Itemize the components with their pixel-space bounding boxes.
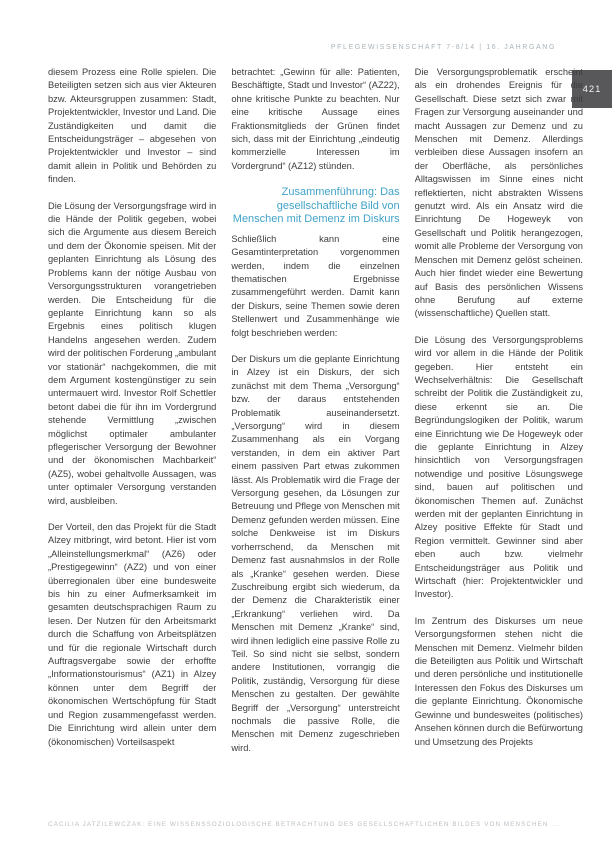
- paragraph: Die Lösung des Versorgungsproblems wird vor allem in die Hände der Politik gegeben. Hier entsteht ein Wechselverhältnis: Die Gesellschaft schreibt der Politik die Zuständigkeit zu, diese erkennt sie an. Die Begründungslogiken der Politik, warum eine Einrichtung wie De Hogeweyk oder die geplante Einrichtung in Alzey hinsichtlich von Versorgungsfragen notwendige und positive Lösungswege sind, bauen auf politischen und ökonomischen Themen auf. Zunächst werden mit der geplanten Einrichtung in Alzey positive Effekte für Stadt und Region vermittelt. Gewinner sind aber eben auch bzw. vielmehr Entscheidungsträger aus Politik und Wirtschaft (hier: Projektentwickler und Investor).: [414, 334, 583, 600]
- page-number: 421: [582, 83, 602, 95]
- paragraph: Im Zentrum des Diskurses um neue Versorgungsformen stehen nicht die Menschen mit Demenz. Vielmehr bilden die Beteiligten aus Politik und Wirtschaft und deren persönliche und institutionelle Interessen den Fokus des Diskurses um die geplante Einrichtung. Ökonomische Gewinne und bundesweites (politisches) Ansehen können durch die Befürwortung und Umsetzung des Projekts: [414, 615, 583, 747]
- paragraph: Die Versorgungsproblematik erscheint als ein drohendes Ereignis für die Gesellschaft. Diese setzt sich zwar mit Fragen zur Versorgung auseinander und macht Aussagen zur Demenz und zu Menschen mit Demenz. Allerdings verbleiben diese Aussagen insofern an der Oberfläche, als persönliches Alltagswissen im Sinne eines nicht reflektierten, nicht abstrakten Wissens genutzt wird. Als ein Ansatz wird die Einrichtung De Hogeweyk von Gesellschaft und Politik herangezogen, womit alle Probleme der Versorgung von Menschen mit Demenz gelöst scheinen. Auch hier findet wieder eine Bewertung auf Basis des persönlichen Wissens ohne Berufung auf externe (wissenschaftliche) Quellen statt.: [414, 67, 583, 319]
- running-footer: CÄCILIA JATZILEWCZAK: EINE WISSENSSOZIOLOGISCHE BETRACHTUNG DES GESELLSCHAFTLICHEN BILDES VON MENSCHEN ...: [48, 821, 561, 828]
- paragraph: Die Lösung der Versorgungsfrage wird in die Hände der Politik gegeben, wobei sich die Argumente aus diesem Bereich und dem der Ökonomie speisen. Mit der geplanten Einrichtung als Lösung des Problems kann der nötige Ausbau von Versorgungsstrukturen vorangetrieben werden. Die Entscheidung für die geplante Einrichtung kann so als Ergebnis eines politisch klugen Handelns angesehen werden. Zudem wird der politischen Forderung „ambulant vor stationär“ nachgekommen, die mit dem Argument kostengünstiger zu sein untermauert wird. Investor Rolf Schettler betont dabei die für ihn im Vordergrund stehende Vermittlung „zwischen möglichst optimaler ambulanter pflegerischer Versorgung der Bewohner und der ökonomischen Machbarkeit“ (AZ5), wobei gehaltvolle Aussagen, was unter optimaler Versorgung verstanden wird, ausbleiben.: [48, 200, 217, 506]
- paragraph: Schließlich kann eine Gesamtinterpretation vorgenommen werden, indem die einzelnen thematischen Ergebnisse zusammengeführt werden. Damit kann der Diskurs, seine Themen sowie deren Stellenwert und Zusammenhänge wie folgt beschrieben werden:: [231, 233, 400, 338]
- column-1: [48, 66, 216, 822]
- column-2: [231, 66, 399, 822]
- paragraph: Der Diskurs um die geplante Einrichtung in Alzey ist ein Diskurs, der sich zunächst mit dem Thema „Versorgung“ bzw. der daraus entstehenden Problematik auseinandersetzt. „Versorgung“ wird in diesem Zusammenhang als ein Vorgang verstanden, in dem ein aktiver Part einem passiven Part etwas zukommen lässt. Als Problematik wird die Frage der Versorgung gesehen, da Lösungen zur Betreuung und Pflege von Menschen mit Demenz gefunden werden müssen. Eine solche Denkweise ist im Diskurs vorherrschend, da Menschen mit Demenz fast ausnahmslos in der Rolle als „Kranke“ gesehen werden. Diese Zuschreibung ergibt sich wiederum, da der Demenz die Charakteristik einer „Erkrankung“ verliehen wird. Da Menschen mit Demenz „Kranke“ sind, wird ihnen lediglich eine passive Rolle zu Teil. So sind nicht sie selbst, sondern andere Institutionen, vorrangig die Politik, zuständig, Versorgung für diese Menschen zu gestalten. Der gewählte Begriff der „Versorgung“ unterstreicht nochmals die passive Rolle, die Menschen mit Demenz zugeschrieben wird.: [231, 354, 400, 753]
- paragraph: betrachtet: „Gewinn für alle: Patienten, Beschäftigte, Stadt und Investor“ (AZ22), ohne kritische Punkte zu beachten. Nur eine kritische Aussage eines Fraktionsmitglieds der Grünen findet sich, dass mit der Einrichtung „eindeutig kommerzielle Interessen im Vordergrund“ (AZ12) stünden.: [231, 67, 400, 171]
- paragraph: diesem Prozess eine Rolle spielen. Die Beteiligten setzen sich aus vier Akteuren bzw. Akteursgruppen zusammen: Stadt, Projektentwickler, Investor und Land. Die Zuständigkeiten und damit die Entscheidungsträger – abgesehen von Projektentwickler und Investor – sind damit allein in Politik und Behörden zu finden.: [48, 67, 217, 185]
- column-3: [415, 66, 583, 822]
- paragraph: Der Vorteil, den das Projekt für die Stadt Alzey mitbringt, wird betont. Hier ist vom „Alleinstellungsmerkmal“ (AZ6) oder „Prestigegewinn“ (AZ2) und von einer überregionalen über eine bundesweite bis hin zu einer Aufmerksamkeit im gesamten deutschsprachigen Raum zu lesen. Der Nutzen für den Arbeitsmarkt durch die Schaffung von Arbeitsplätzen und für die regionale Wirtschaft durch Auftragsvergabe sowie der erhoffte „Informationstourismus“ (AZ1) in Alzey können unter dem Begriff der ökonomischen Wertschöpfung für Stadt und Region zusammengefasst werden. Die Einrichtung wird allein unter dem (ökonomischen) Vorteilsaspekt: [48, 522, 217, 747]
- text-columns: [48, 66, 583, 822]
- journal-header-line: PFLEGEWISSENSCHAFT 7-8/14 | 16. JAHRGANG: [330, 44, 556, 51]
- section-heading: Zusammenführung: Das gesellschaftliche Bild von Menschen mit Demenz im Diskurs: [232, 186, 400, 226]
